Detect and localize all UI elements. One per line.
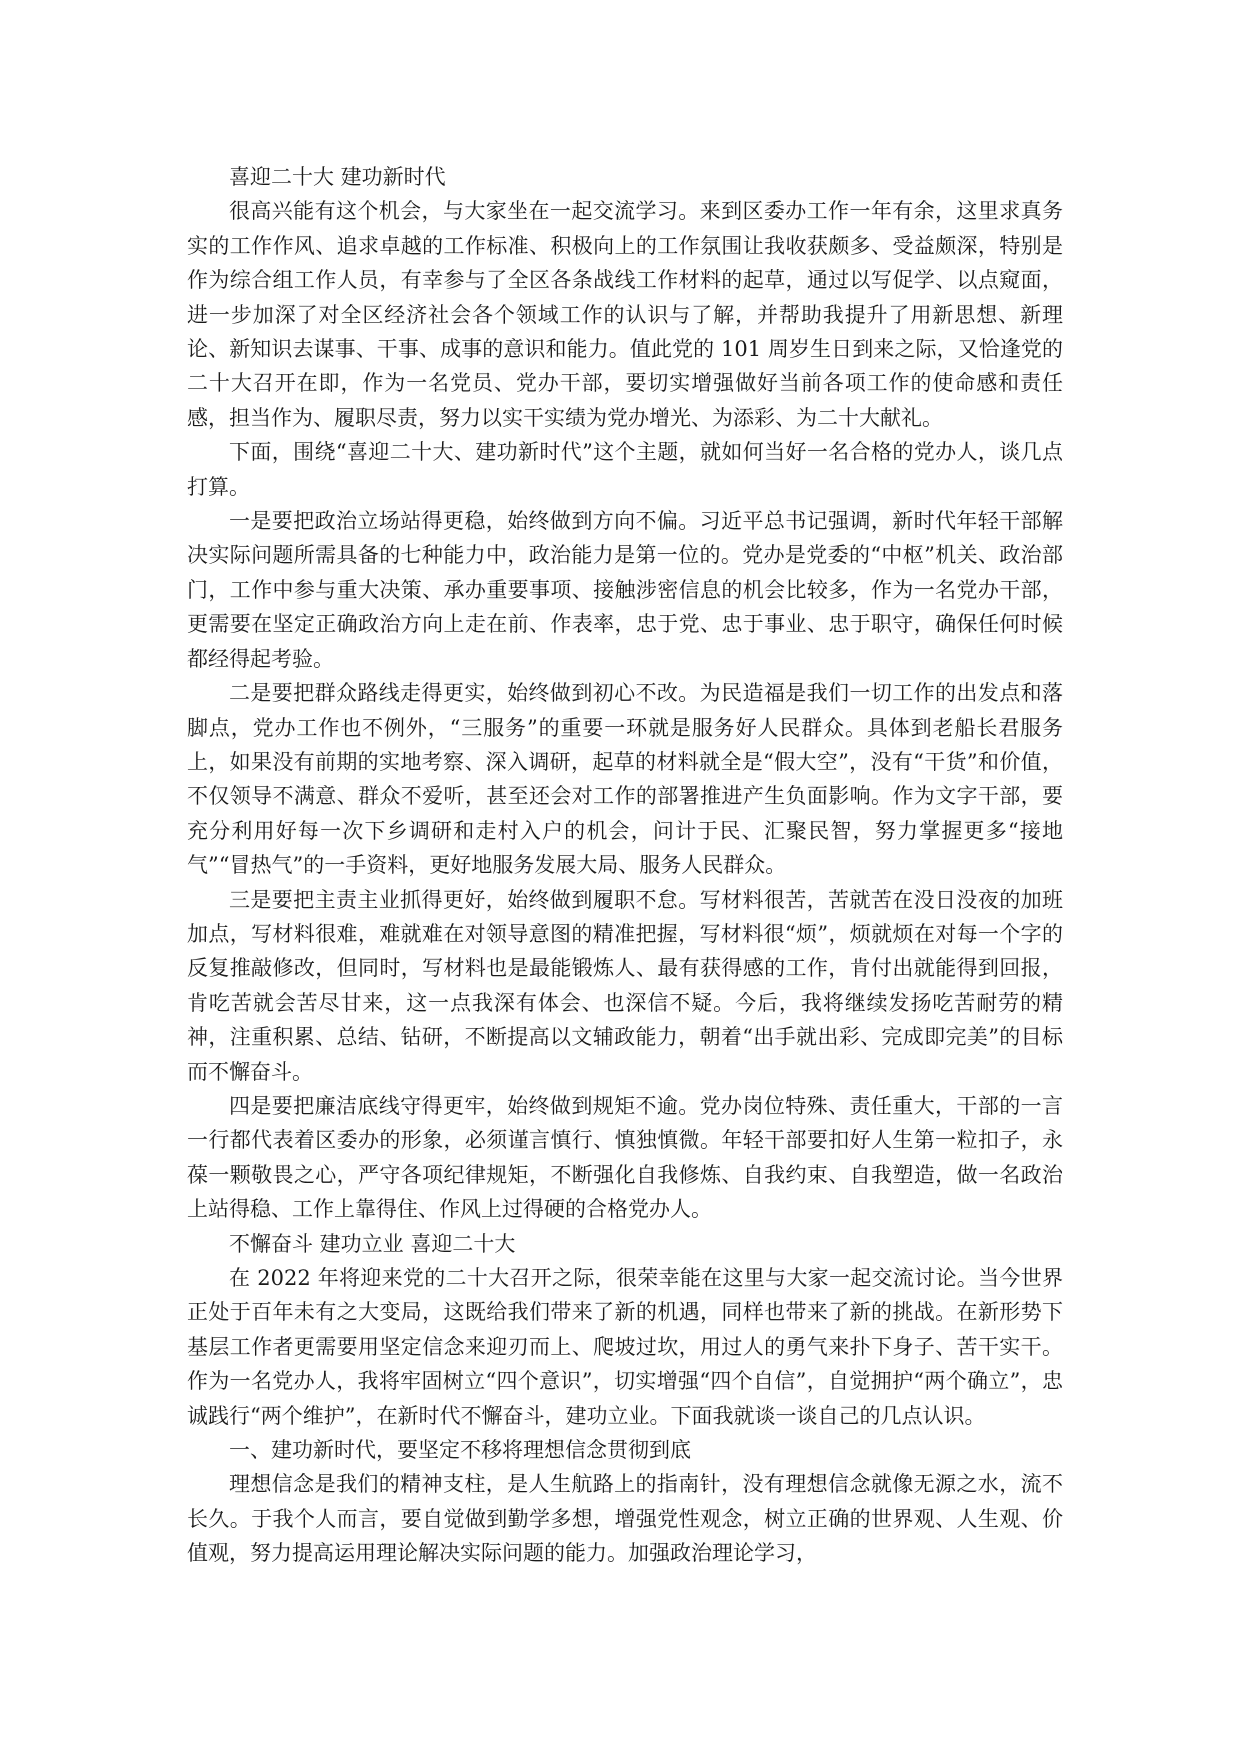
paragraph-point-1: 一是要把政治立场站得更稳，始终做到方向不偏。习近平总书记强调，新时代年轻干部解决实际问题所需具备的七种能力中，政治能力是第一位的。党办是党委的“中枢”机关、政治部门，工作中参与重大决策、承办重要事项、接触涉密信息的机会比较多，作为一名党办干部，更需要在坚定正确政治方向上走在前、作表率，忠于党、忠于事业、忠于职守，确保任何时候都经得起考验。 bbox=[187, 509, 1063, 671]
section-heading-1: 一、建功新时代，要坚定不移将理想信念贯彻到底 bbox=[229, 1438, 691, 1463]
document-title-1: 喜迎二十大 建功新时代 bbox=[229, 165, 446, 189]
paragraph-ideals: 理想信念是我们的精神支柱，是人生航路上的指南针，没有理想信念就像无源之水，流不长久。于我个人而言，要自觉做到勤学多想，增强党性观念，树立正确的世界观、人生观、价值观，努力提高运用理论解决实际问题的能力。加强政治理论学习， bbox=[187, 1472, 1063, 1566]
paragraph-second-intro: 在 2022 年将迎来党的二十大召开之际，很荣幸能在这里与大家一起交流讨论。当今世界正处于百年未有之大变局，这既给我们带来了新的机遇，同样也带来了新的挑战。在新形势下基层工作者更需要用坚定信念来迎刃而上、爬坡过坎，用过人的勇气来扑下身子、苦干实干。作为一名党办人，我将牢固树立“四个意识”，切实增强“四个自信”，自觉拥护“两个确立”，忠诚践行“两个维护”，在新时代不懈奋斗，建功立业。下面我就谈一谈自己的几点认识。 bbox=[187, 1266, 1063, 1428]
paragraph-theme: 下面，围绕“喜迎二十大、建功新时代”这个主题，就如何当好一名合格的党办人，谈几点打算。 bbox=[187, 440, 1063, 499]
paragraph-point-2: 二是要把群众路线走得更实，始终做到初心不改。为民造福是我们一切工作的出发点和落脚点，党办工作也不例外，“三服务”的重要一环就是服务好人民群众。具体到老船长君服务上，如果没有前期的实地考察、深入调研，起草的材料就全是“假大空”，没有“干货”和价值，不仅领导不满意、群众不爱听，甚至还会对工作的部署推进产生负面影响。作为文字干部，要充分利用好每一次下乡调研和走村入户的机会，问计于民、汇聚民智，努力掌握更多“接地气”“冒热气”的一手资料，更好地服务发展大局、服务人民群众。 bbox=[187, 681, 1063, 878]
paragraph-point-4: 四是要把廉洁底线守得更牢，始终做到规矩不逾。党办岗位特殊、责任重大，干部的一言一行都代表着区委办的形象，必须谨言慎行、慎独慎微。年轻干部要扣好人生第一粒扣子，永葆一颗敬畏之心，严守各项纪律规矩，不断强化自我修炼、自我约束、自我塑造，做一名政治上站得稳、工作上靠得住、作风上过得硬的合格党办人。 bbox=[187, 1093, 1063, 1222]
paragraph-point-3: 三是要把主责主业抓得更好，始终做到履职不怠。写材料很苦，苦就苦在没日没夜的加班加点，写材料很难，难就难在对领导意图的精准把握，写材料很“烦”，烦就烦在对每一个字的反复推敲修改，但同时，写材料也是最能锻炼人、最有获得感的工作，肯付出就能得到回报，肯吃苦就会苦尽甘来，这一点我深有体会、也深信不疑。今后，我将继续发扬吃苦耐劳的精神，注重积累、总结、钻研，不断提高以文辅政能力，朝着“出手就出彩、完成即完美”的目标而不懈奋斗。 bbox=[187, 887, 1063, 1084]
document-title-2: 不懈奋斗 建功立业 喜迎二十大 bbox=[229, 1231, 516, 1256]
document-body bbox=[187, 160, 1063, 1571]
paragraph-intro: 很高兴能有这个机会，与大家坐在一起交流学习。来到区委办工作一年有余，这里求真务实的工作作风、追求卓越的工作标准、积极向上的工作氛围让我收获颇多、受益颇深，特别是作为综合组工作人员，有幸参与了全区各条战线工作材料的起草，通过以写促学、以点窥面，进一步加深了对全区经济社会各个领域工作的认识与了解，并帮助我提升了用新思想、新理论、新知识去谋事、干事、成事的意识和能力。值此党的 101 周岁生日到来之际，又恰逢党的二十大召开在即，作为一名党员、党办干部，要切实增强做好当前各项工作的使命感和责任感，担当作为、履职尽责，努力以实干实绩为党办增光、为添彩、为二十大献礼。 bbox=[187, 199, 1063, 430]
